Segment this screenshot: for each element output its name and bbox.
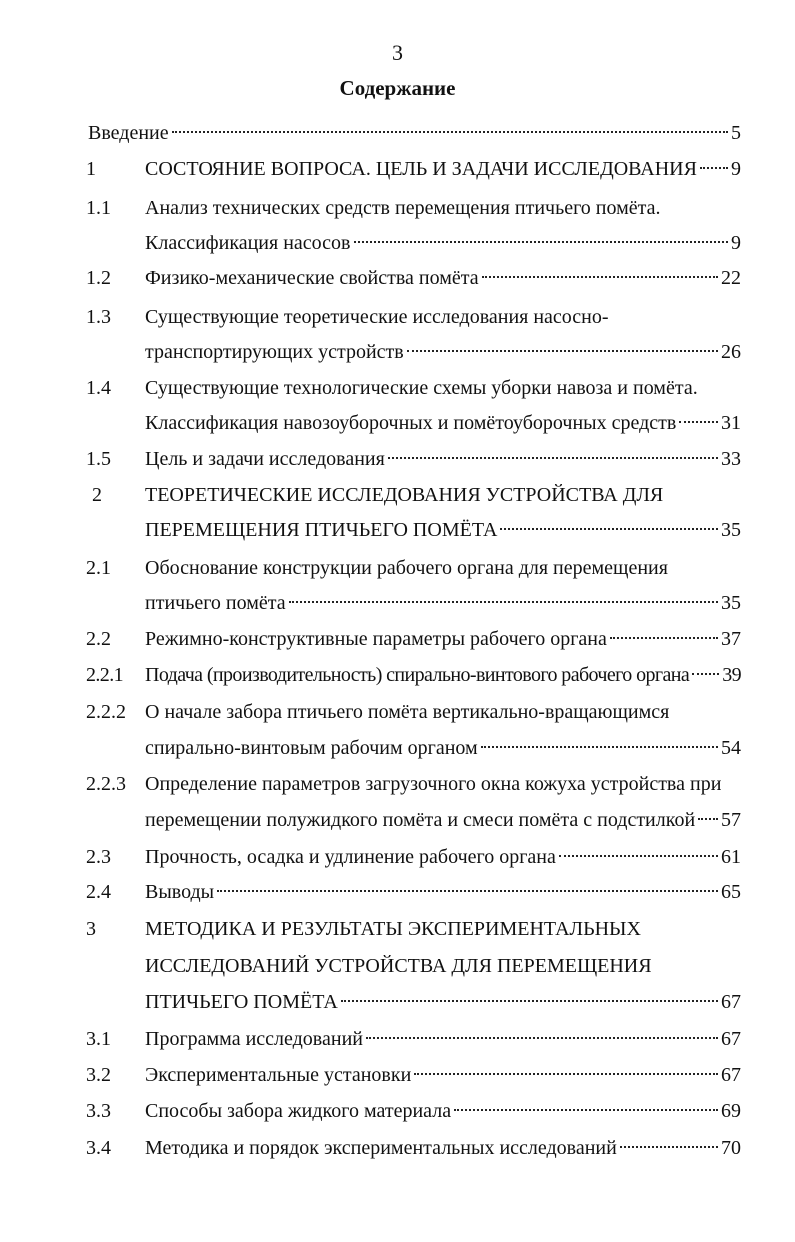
toc-entry-text: СОСТОЯНИЕ ВОПРОСА. ЦЕЛЬ И ЗАДАЧИ ИССЛЕДОВАНИЯ	[145, 158, 697, 180]
toc-entry-text: перемещении полужидкого помёта и смеси помёта с подстилкой	[145, 809, 696, 831]
toc-entry-1-5	[0, 444, 795, 474]
toc-entry-text: транспортирующих устройств	[145, 341, 404, 363]
toc-entry-1-1	[0, 193, 795, 223]
toc-entry-page: 31	[721, 412, 741, 434]
dot-leader	[366, 1037, 718, 1039]
toc-entry-page: 69	[721, 1100, 741, 1122]
toc-entry-1-1-cont	[0, 228, 795, 258]
toc-entry-number: 2.1	[86, 557, 111, 579]
toc-entry-page: 9	[731, 232, 741, 254]
toc-entry-text: ПЕРЕМЕЩЕНИЯ ПТИЧЬЕГО ПОМЁТА	[145, 519, 498, 541]
toc-entry-text-line1: Существующие технологические схемы уборки навоза и помёта.	[145, 377, 698, 399]
toc-entry-page: 9	[731, 158, 741, 180]
toc-entry-page: 22	[721, 267, 741, 289]
dot-leader	[500, 528, 718, 530]
dot-leader	[414, 1073, 718, 1075]
toc-entry-3	[0, 914, 795, 944]
toc-entry-number: 1	[86, 158, 96, 180]
toc-entry-page: 67	[721, 1028, 741, 1050]
dot-leader	[388, 457, 718, 459]
toc-entry-number: 2.3	[86, 846, 111, 868]
dot-leader	[679, 421, 718, 423]
toc-entry-page: 61	[721, 846, 741, 868]
toc-entry-1-3-cont	[0, 337, 795, 367]
toc-entry-text-line1: МЕТОДИКА И РЕЗУЛЬТАТЫ ЭКСПЕРИМЕНТАЛЬНЫХ	[145, 918, 641, 940]
toc-entry-1-4-cont	[0, 408, 795, 438]
toc-entry-number: 1.3	[86, 306, 111, 328]
toc-entry-page: 5	[731, 122, 741, 144]
toc-entry-introduction	[0, 118, 795, 148]
toc-entry-number: 3	[86, 918, 96, 940]
dot-leader	[172, 131, 728, 133]
toc-entry-2-1	[0, 553, 795, 583]
toc-title: Содержание	[339, 76, 456, 100]
toc-entry-text-line1: Определение параметров загрузочного окна кожуха устройства при	[145, 773, 722, 795]
dot-leader	[692, 673, 719, 675]
toc-entry-page: 35	[721, 592, 741, 614]
toc-entry-page: 33	[721, 448, 741, 470]
toc-entry-number: 2.2.2	[86, 701, 126, 723]
toc-entry-number: 3.3	[86, 1100, 111, 1122]
toc-entry-2	[0, 480, 795, 510]
toc-entry-1	[0, 154, 795, 184]
toc-entry-text: Выводы	[145, 881, 215, 903]
toc-entry-2-2	[0, 624, 795, 654]
toc-entry-number: 2.2	[86, 628, 111, 650]
toc-entry-text: Прочность, осадка и удлинение рабочего органа	[145, 846, 556, 868]
toc-entry-text: ПТИЧЬЕГО ПОМЁТА	[145, 991, 338, 1013]
toc-entry-3-line2	[0, 951, 795, 981]
toc-entry-page: 26	[721, 341, 741, 363]
dot-leader	[289, 601, 718, 603]
dot-leader	[454, 1109, 718, 1111]
toc-entry-number: 1.1	[86, 197, 111, 219]
toc-entry-number: 2.4	[86, 881, 111, 903]
toc-entry-3-1	[0, 1024, 795, 1054]
toc-entry-text: Классификация навозоуборочных и помётоуборочных средств	[145, 412, 677, 434]
toc-entry-number: 1.2	[86, 267, 111, 289]
toc-entry-text: спирально-винтовым рабочим органом	[145, 737, 478, 759]
toc-entry-text-line1: Анализ технических средств перемещения птичьего помёта.	[145, 197, 661, 219]
toc-entry-page: 35	[721, 519, 741, 541]
toc-entry-text: Программа исследований	[145, 1028, 363, 1050]
toc-entry-page: 54	[721, 737, 741, 759]
toc-entry-number: 3.1	[86, 1028, 111, 1050]
toc-entry-3-cont	[0, 987, 795, 1017]
toc-entry-2-2-3	[0, 769, 795, 799]
toc-entry-page: 67	[721, 1064, 741, 1086]
toc-entry-number: 2	[92, 484, 102, 506]
toc-entry-number: 3.4	[86, 1137, 111, 1159]
dot-leader	[559, 855, 718, 857]
toc-entry-number: 1.4	[86, 377, 111, 399]
dot-leader	[698, 818, 718, 820]
toc-entry-text: Экспериментальные установки	[145, 1064, 412, 1086]
toc-entry-page: 67	[721, 991, 741, 1013]
toc-entry-text: Способы забора жидкого материала	[145, 1100, 452, 1122]
toc-entry-2-2-3-cont	[0, 805, 795, 835]
toc-entry-text: Методика и порядок экспериментальных исследований	[145, 1137, 617, 1159]
toc-entry-page: 37	[721, 628, 741, 650]
toc-entry-text-line2: ИССЛЕДОВАНИЙ УСТРОЙСТВА ДЛЯ ПЕРЕМЕЩЕНИЯ	[145, 955, 652, 977]
dot-leader	[620, 1146, 718, 1148]
toc-entry-text: птичьего помёта	[145, 592, 286, 614]
toc-entry-2-1-cont	[0, 588, 795, 618]
toc-entry-text: Режимно-конструктивные параметры рабочего органа	[145, 628, 607, 650]
toc-entry-text: Классификация насосов	[145, 232, 351, 254]
toc-entry-number: 1.5	[86, 448, 111, 470]
toc-entry-3-2	[0, 1060, 795, 1090]
toc-entry-2-4	[0, 877, 795, 907]
toc-entry-number: 2.2.1	[86, 664, 124, 686]
dot-leader	[341, 1000, 718, 1002]
toc-entry-page: 65	[721, 881, 741, 903]
dot-leader	[482, 276, 718, 278]
dot-leader	[407, 350, 718, 352]
toc-entry-text: Цель и задачи исследования	[145, 448, 385, 470]
dot-leader	[481, 746, 718, 748]
toc-entry-text-line1: О начале забора птичьего помёта вертикально-вращающимся	[145, 701, 670, 723]
toc-entry-page: 70	[721, 1137, 741, 1159]
dot-leader	[217, 890, 718, 892]
dot-leader	[610, 637, 718, 639]
toc-entry-text: Введение	[88, 122, 169, 144]
toc-entry-page: 57	[721, 809, 741, 831]
toc-entry-3-3	[0, 1096, 795, 1126]
toc-entry-2-2-2	[0, 697, 795, 727]
toc-entry-1-4	[0, 373, 795, 403]
toc-entry-text: Физико-механические свойства помёта	[145, 267, 479, 289]
dot-leader	[700, 167, 728, 169]
toc-entry-3-4	[0, 1133, 795, 1163]
page-number: 3	[392, 40, 403, 65]
toc-entry-page: 39	[722, 664, 741, 686]
toc-entry-2-3	[0, 842, 795, 872]
toc-entry-2-2-2-cont	[0, 733, 795, 763]
toc-entry-number: 3.2	[86, 1064, 111, 1086]
toc-entry-2-2-1	[0, 660, 795, 690]
dot-leader	[354, 241, 729, 243]
toc-entry-1-2	[0, 263, 795, 293]
toc-entry-text-line1: Существующие теоретические исследования насосно-	[145, 306, 609, 328]
toc-entry-text-line1: Обоснование конструкции рабочего органа для перемещения	[145, 557, 668, 579]
toc-entry-number: 2.2.3	[86, 773, 126, 795]
toc-entry-1-3	[0, 302, 795, 332]
toc-entry-text: Подача (производительность) спирально-винтового рабочего органа	[145, 664, 690, 686]
toc-entry-text-line1: ТЕОРЕТИЧЕСКИЕ ИССЛЕДОВАНИЯ УСТРОЙСТВА ДЛЯ	[145, 484, 664, 506]
toc-entry-2-cont	[0, 515, 795, 545]
